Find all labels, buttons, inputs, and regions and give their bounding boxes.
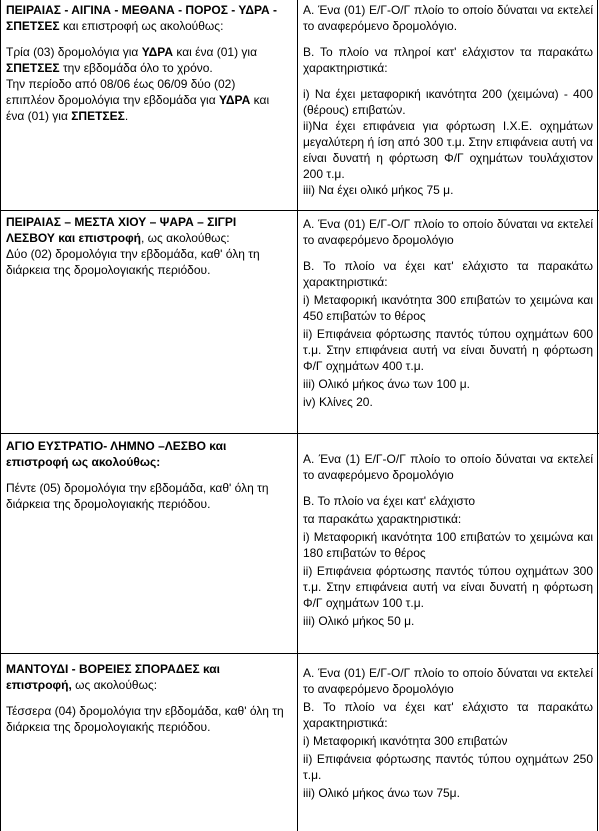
route-cell-2 <box>6 214 287 278</box>
vessel-requirements-cell-3 <box>303 451 593 629</box>
route-schedule-extra: Την περίοδο από 08/06 έως 06/09 δύο (02) επιπλέον δρομολόγια την εβδομάδα για ΥΔΡΑ και ένα (01) για ΣΠΕΤΣΕΣ. <box>6 77 270 123</box>
requirement-iii: iii) Ολικό μήκος 50 μ. <box>303 614 415 628</box>
row-divider <box>0 653 599 654</box>
route-cell-4 <box>6 661 287 735</box>
table-border-right <box>597 0 598 831</box>
requirement-i: i) Μεταφορική ικανότητα 300 επιβατών <box>303 734 508 748</box>
requirement-iv: iv) Κλίνες 20. <box>303 395 373 409</box>
requirement-iii: iii) Ολικό μήκος άνω των 100 μ. <box>303 377 470 391</box>
vessel-requirements-cell-1 <box>303 2 593 198</box>
route-title: ΠΕΙΡΑΙΑΣ – ΜΕΣΤΑ ΧΙΟΥ – ΨΑΡΑ – ΣΙΓΡΙ ΛΕΣΒΟΥ και επιστροφή, ως ακολούθως: <box>6 215 237 245</box>
route-title: ΜΑΝΤΟΥΔΙ - ΒΟΡΕΙΕΣ ΣΠΟΡΑΔΕΣ και επιστροφή, ως ακολούθως: <box>6 662 221 692</box>
route-schedule: Τρία (03) δρομολόγια για ΥΔΡΑ και ένα (01) για ΣΠΕΤΣΕΣ την εβδομάδα όλο το χρόνο. <box>6 45 258 75</box>
column-divider <box>297 0 298 831</box>
requirement-b-intro: Β. Το πλοίο να έχει κατ' ελάχιστο τα παρακάτω χαρακτηριστικά: <box>303 259 593 289</box>
route-schedule: Δύο (02) δρομολόγια την εβδομάδα, καθ' όλη τη διάρκεια της δρομολογιακής περιόδου. <box>6 247 260 277</box>
route-title: ΠΕΙΡΑΙΑΣ - ΑΙΓΙΝΑ - ΜΕΘΑΝΑ - ΠΟΡΟΣ - ΥΔΡΑ - ΣΠΕΤΣΕΣ και επιστροφή ως ακολούθως: <box>6 3 278 33</box>
route-title: ΑΓΙΟ ΕΥΣΤΡΑΤΙΟ- ΛΗΜΝΟ –ΛΕΣΒΟ και επιστροφή ως ακολούθως: <box>6 439 227 469</box>
route-cell-1 <box>6 2 287 124</box>
requirement-a: Α. Ένα (01) Ε/Γ-Ο/Γ πλοίο το οποίο δύναται να εκτελεί το αναφερόμενο δρομολόγιο <box>303 666 593 696</box>
requirement-iii: iii) Ολικό μήκος άνω των 75μ. <box>303 786 460 800</box>
requirement-ii: ii) Επιφάνεια φόρτωσης παντός τύπου οχημάτων 300 τ.μ. Στην επιφάνεια αυτή να είναι δυνατή η φόρτωση Φ/Γ οχημάτων 100 τ.μ. <box>303 564 593 610</box>
requirement-i: i) Μεταφορική ικανότητα 300 επιβατών το χειμώνα και 450 επιβατών το θέρος <box>303 293 593 323</box>
requirement-b-intro: Β. Το πλοίο να έχει κατ' ελάχιστο <box>303 494 476 508</box>
route-cell-3 <box>6 438 287 512</box>
row-divider <box>0 210 599 211</box>
vessel-requirements-cell-4 <box>303 665 593 801</box>
route-schedule: Τέσσερα (04) δρομολόγια την εβδομάδα, καθ' όλη τη διάρκεια της δρομολογιακής περιόδου. <box>6 704 284 734</box>
vessel-requirements-cell-2 <box>303 216 593 410</box>
requirement-ii: ii) Επιφάνεια φόρτωσης παντός τύπου οχημάτων 250 τ.μ. <box>303 752 593 782</box>
requirement-b-intro: Β. Το πλοίο να έχει κατ' ελάχιστο τα παρακάτω χαρακτηριστικά: <box>303 700 593 730</box>
requirement-ii: ii) Επιφάνεια φόρτωσης παντός τύπου οχημάτων 600 τ.μ. Στην επιφάνεια αυτή να είναι δυνατή η φόρτωση Φ/Γ οχημάτων 400 τ.μ. <box>303 327 593 373</box>
row-divider <box>0 433 599 434</box>
requirement-i: i) Μεταφορική ικανότητα 100 επιβατών το χειμώνα και 180 επιβατών το θέρος <box>303 530 593 560</box>
requirement-b-intro-cont: τα παρακάτω χαρακτηριστικά: <box>303 512 462 526</box>
requirement-a: Α. Ένα (01) Ε/Γ-Ο/Γ πλοίο το οποίο δύναται να εκτελεί το αναφερόμενο δρομολόγιο <box>303 217 593 247</box>
requirement-i: i) Να έχει μεταφορική ικανότητα 200 (χειμώνα) - 400 (θέρους) επιβατών. <box>303 87 593 117</box>
requirement-b-intro: Β. Το πλοίο να πληροί κατ' ελάχιστον τα παρακάτω χαρακτηριστικά: <box>303 45 593 75</box>
requirement-a: Α. Ένα (01) Ε/Γ-Ο/Γ πλοίο το οποίο δύναται να εκτελεί το αναφερόμενο δρομολόγιο. <box>303 3 593 33</box>
requirement-a: Α. Ένα (1) Ε/Γ-Ο/Γ πλοίο το οποίο δύναται να εκτελεί το αναφερόμενο δρομολόγιο <box>303 452 593 482</box>
requirement-ii: ii)Να έχει επιφάνεια για φόρτωση Ι.Χ.Ε. οχημάτων μεγαλύτερη ή ίση από 300 τ.μ. Στην επιφάνεια αυτή να είναι δυνατή η φόρτωση Φ/Γ οχημάτων τουλάχιστον 200 τ.μ. <box>303 119 593 181</box>
requirement-iii: iii) Να έχει ολικό μήκος 75 μ. <box>303 183 454 197</box>
table-border-left <box>0 0 1 831</box>
route-schedule: Πέντε (05) δρομολόγια την εβδομάδα, καθ' όλη τη διάρκεια της δρομολογιακής περιόδου. <box>6 481 269 511</box>
